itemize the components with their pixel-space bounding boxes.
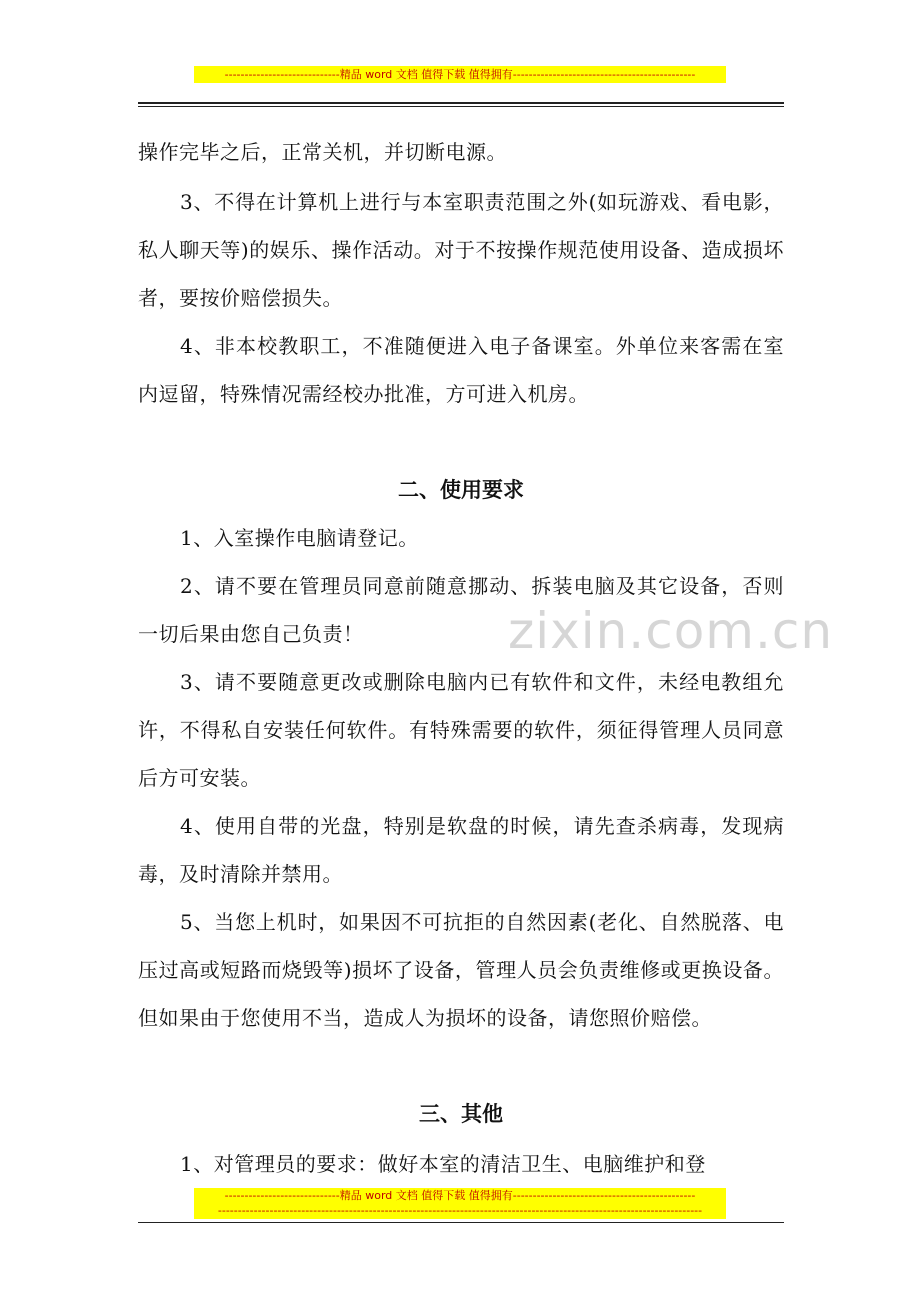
footer-banner [194, 1188, 726, 1219]
header-rule-thin [138, 106, 784, 107]
section-2-title: 二、使用要求 [398, 478, 524, 502]
header-rule-thick [138, 102, 784, 104]
paragraph-continued: 操作完毕之后，正常关机，并切断电源。 [138, 140, 507, 164]
rule-4-paragraph: 4、非本校教职工，不准随便进入电子备课室。外单位来客需在室内逗留，特殊情况需经校办批准，方可进入机房。 [138, 334, 784, 406]
footer-rule [138, 1222, 784, 1223]
other-item-1: 1、对管理员的要求：做好本室的清洁卫生、电脑维护和登 [180, 1152, 706, 1176]
usage-item-1: 1、入室操作电脑请登记。 [180, 526, 419, 550]
usage-item-4: 4、使用自带的光盘，特别是软盘的时候，请先查杀病毒，发现病毒，及时清除并禁用。 [138, 814, 784, 886]
footer-banner-line-2: -------------------------------------------------------------------------------------------------------------------------- [217, 1204, 703, 1217]
section-3-title: 三、其他 [419, 1102, 503, 1126]
usage-item-2: 2、请不要在管理员同意前随意挪动、拆装电脑及其它设备，否则一切后果由您自己负责！ [138, 574, 784, 646]
rule-3-paragraph: 3、不得在计算机上进行与本室职责范围之外(如玩游戏、看电影，私人聊天等)的娱乐、操作活动。对于不按操作规范使用设备、造成损坏者，要按价赔偿损失。 [138, 190, 784, 310]
usage-item-5: 5、当您上机时，如果因不可抗拒的自然因素(老化、自然脱落、电压过高或短路而烧毁等)损坏了设备，管理人员会负责维修或更换设备。但如果由于您使用不当，造成人为损坏的设备，请您照价赔偿。 [138, 910, 784, 1030]
footer-banner-line-1: -----------------------------精品 word 文档 值得下载 值得拥有---------------------------------------------- [224, 1189, 696, 1202]
watermark: zixin.com.cn [508, 602, 834, 660]
header-banner: -----------------------------精品 word 文档 值得下载 值得拥有---------------------------------------------- [194, 66, 726, 83]
usage-item-3: 3、请不要随意更改或删除电脑内已有软件和文件，未经电教组允许，不得私自安装任何软件。有特殊需要的软件，须征得管理人员同意后方可安装。 [138, 670, 784, 790]
